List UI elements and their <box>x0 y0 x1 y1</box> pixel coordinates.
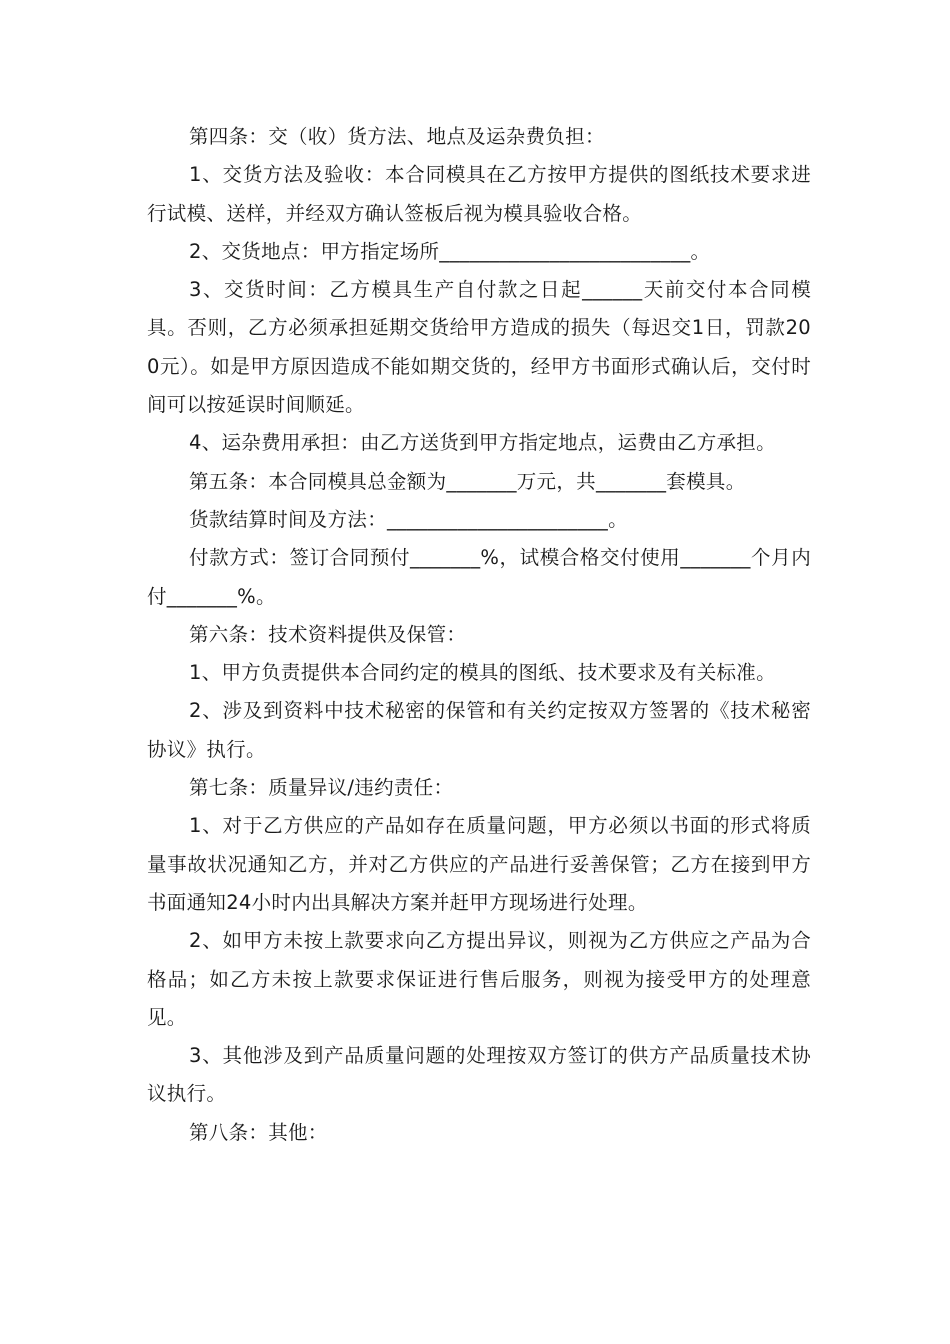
article-4-heading: 第四条：交（收）货方法、地点及运杂费负担： <box>189 125 605 148</box>
article-4-clause-4: 4、运杂费用承担：由乙方送货到甲方指定地点，运费由乙方承担。 <box>189 431 776 455</box>
document-page <box>147 118 811 1152</box>
article-4-clause-3: 3、交货时间：乙方模具生产自付款之日起______天前交付本合同模具。否则，乙方必须承担延期交货给甲方造成的损失（每迟交1日，罚款200元）。如是甲方原因造成不能如期交货的，经甲方书面形式确认后，交付时间可以按延误时间顺延。 <box>147 278 811 417</box>
article-6-clause-1: 1、甲方负责提供本合同约定的模具的图纸、技术要求及有关标准。 <box>189 661 776 685</box>
article-5-payment-method: 付款方式：签订合同预付_______%，试模合格交付使用_______个月内付_______%。 <box>147 546 811 608</box>
article-8-heading: 第八条：其他： <box>189 1120 328 1144</box>
article-4-clause-1: 1、交货方法及验收：本合同模具在乙方按甲方提供的图纸技术要求进行试模、送样，并经双方确认签板后视为模具验收合格。 <box>147 163 811 225</box>
article-4-clause-2: 2、交货地点：甲方指定场所_________________________。 <box>189 239 711 263</box>
article-5-heading: 第五条：本合同模具总金额为_______万元，共_______套模具。 <box>189 469 746 493</box>
article-6-clause-2: 2、涉及到资料中技术秘密的保管和有关约定按双方签署的《技术秘密协议》执行。 <box>147 699 811 761</box>
article-7-clause-3: 3、其他涉及到产品质量问题的处理按双方签订的供方产品质量技术协议执行。 <box>147 1044 811 1106</box>
article-7-clause-1: 1、对于乙方供应的产品如存在质量问题，甲方必须以书面的形式将质量事故状况通知乙方，并对乙方供应的产品进行妥善保管；乙方在接到甲方书面通知24小时内出具解决方案并赶甲方现场进行处理。 <box>147 814 811 914</box>
article-6-heading: 第六条：技术资料提供及保管： <box>189 622 467 646</box>
article-7-clause-2: 2、如甲方未按上款要求向乙方提出异议，则视为乙方供应之产品为合格品；如乙方未按上款要求保证进行售后服务，则视为接受甲方的处理意见。 <box>147 929 811 1029</box>
article-7-heading: 第七条：质量异议/违约责任： <box>189 776 454 800</box>
article-5-settlement: 货款结算时间及方法：______________________。 <box>189 507 628 531</box>
